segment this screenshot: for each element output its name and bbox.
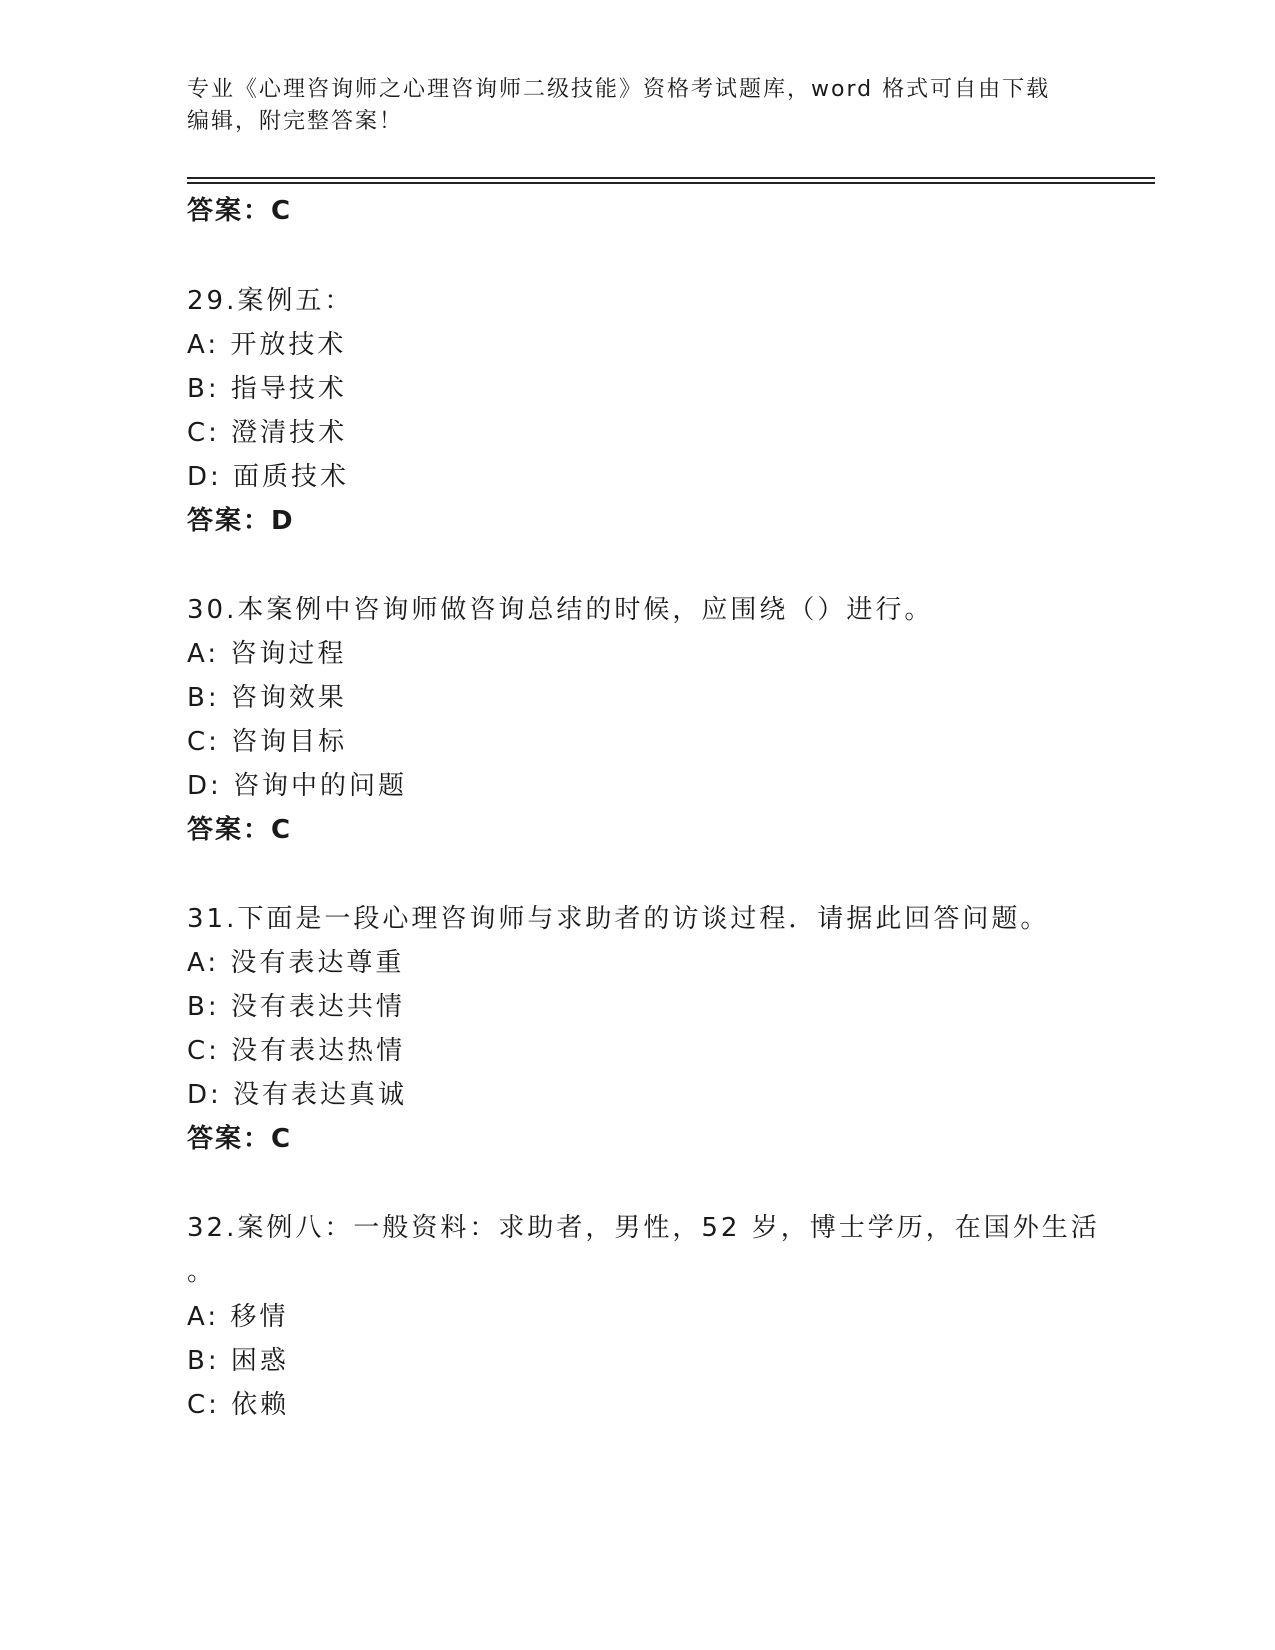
- question-31-answer: 答案：C: [187, 1124, 293, 1154]
- question-29-answer: 答案：D: [187, 506, 295, 536]
- question-32-option-b: B: 困惑: [187, 1346, 289, 1376]
- answer-28: 答案：C: [187, 196, 293, 226]
- question-29-option-a: A: 开放技术: [187, 330, 347, 360]
- header-line-1: 专业《心理咨询师之心理咨询师二级技能》资格考试题库，word 格式可自由下载: [187, 77, 1051, 102]
- question-30-option-a: A: 咨询过程: [187, 639, 347, 669]
- question-30-answer: 答案：C: [187, 815, 293, 845]
- question-31-option-b: B: 没有表达共情: [187, 992, 405, 1022]
- question-31-option-a: A: 没有表达尊重: [187, 948, 405, 978]
- question-29-option-b: B: 指导技术: [187, 374, 347, 404]
- header-rule-bottom: [187, 182, 1155, 184]
- question-30-option-d: D: 咨询中的问题: [187, 771, 408, 801]
- question-30-option-b: B: 咨询效果: [187, 683, 347, 713]
- header-line-2: 编辑，附完整答案！: [187, 109, 404, 134]
- question-32-stem: 32.案例八：一般资料：求助者，男性，52 岁，博士学历，在国外生活: [187, 1213, 1100, 1243]
- question-29-option-d: D: 面质技术: [187, 462, 350, 492]
- document-header: [187, 74, 1087, 138]
- question-31-stem: 31.下面是一段心理咨询师与求助者的访谈过程．请据此回答问题。: [187, 904, 1050, 934]
- header-rule-top: [187, 177, 1155, 179]
- question-30-stem: 30.本案例中咨询师做咨询总结的时候，应围绕（）进行。: [187, 595, 934, 625]
- question-29-option-c: C: 澄清技术: [187, 418, 348, 448]
- question-31-option-d: D: 没有表达真诚: [187, 1080, 408, 1110]
- question-31-option-c: C: 没有表达热情: [187, 1036, 406, 1066]
- question-32-option-c: C: 依赖: [187, 1390, 290, 1420]
- question-30-option-c: C: 咨询目标: [187, 727, 348, 757]
- question-32-option-a: A: 移情: [187, 1302, 289, 1332]
- question-32-stem-continued: 。: [187, 1257, 217, 1287]
- question-29-stem: 29.案例五：: [187, 286, 354, 316]
